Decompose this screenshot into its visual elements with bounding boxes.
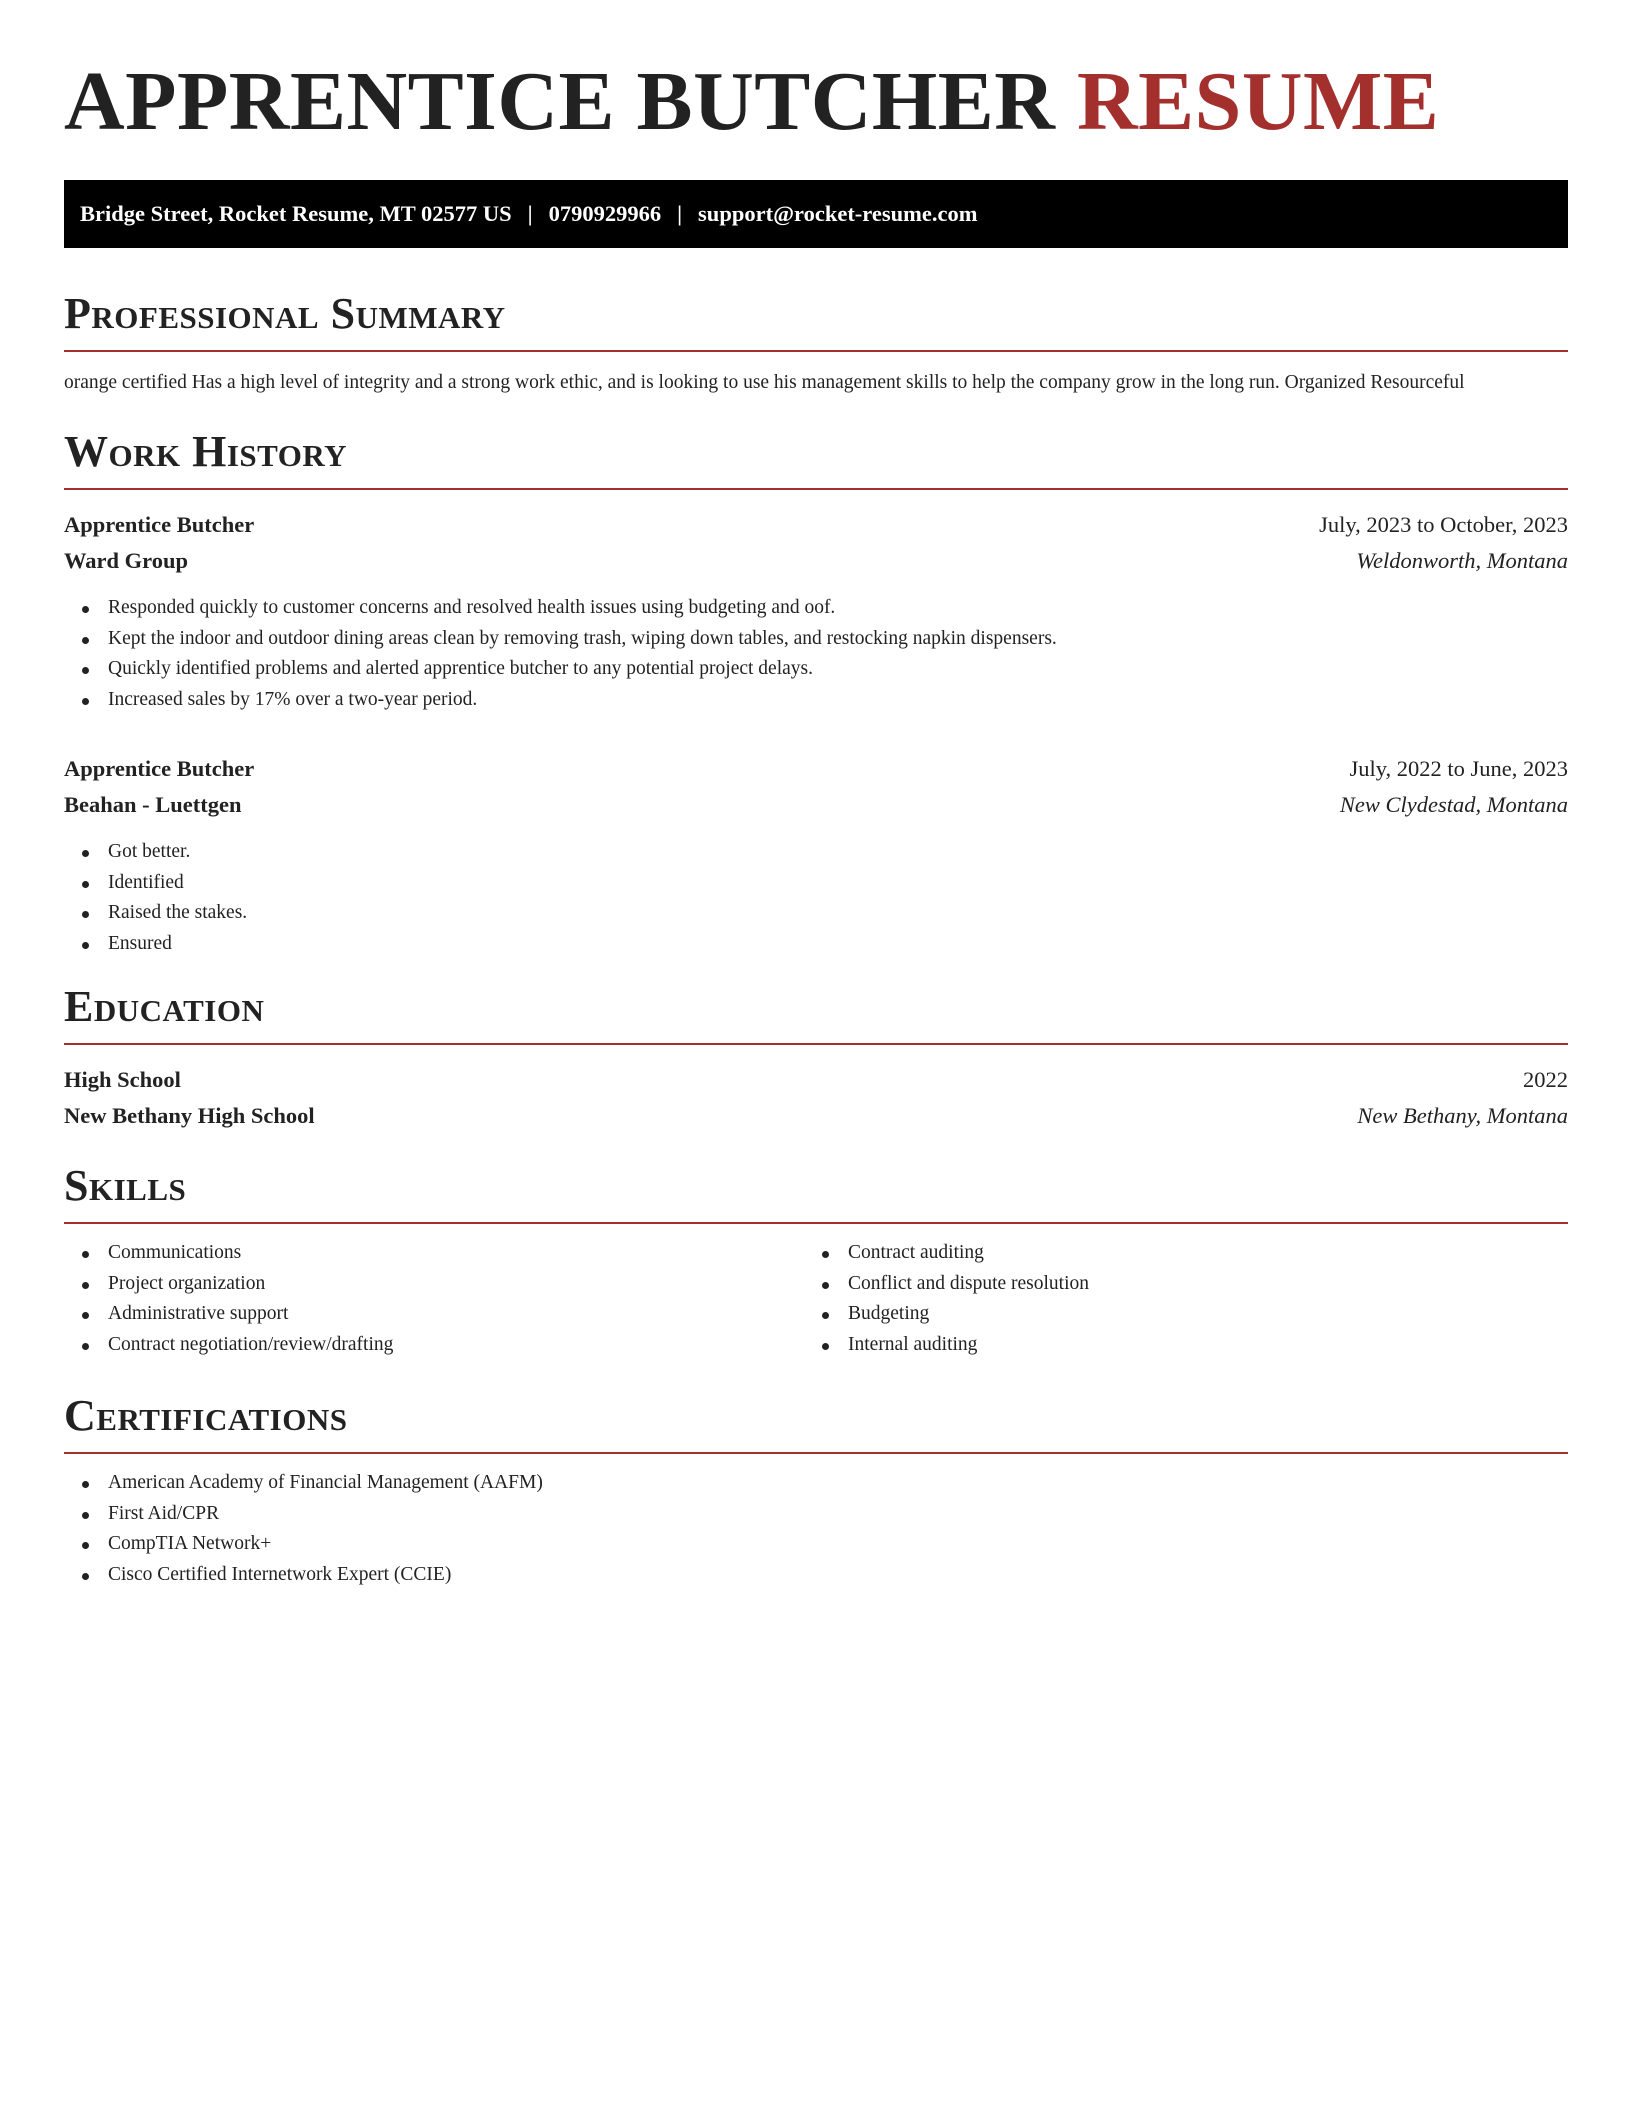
list-item: Ensured <box>108 929 1568 960</box>
education-school: New Bethany High School <box>64 1103 315 1128</box>
education-school-row <box>64 1098 1568 1134</box>
list-item: Conflict and dispute resolution <box>848 1269 1544 1300</box>
list-item: Communications <box>108 1238 804 1269</box>
skills-column-left <box>64 1238 804 1360</box>
job-dates: July, 2022 to June, 2023 <box>1349 756 1568 781</box>
list-item: Contract auditing <box>848 1238 1544 1269</box>
skills-list <box>64 1224 1568 1360</box>
resume-title <box>64 0 1568 152</box>
contact-separator: | <box>677 201 683 226</box>
list-item: Administrative support <box>108 1299 804 1330</box>
job-company-row <box>64 543 1568 579</box>
job-bullets <box>64 837 1568 959</box>
list-item: Internal auditing <box>848 1330 1544 1361</box>
list-item: Responded quickly to customer concerns and resolved health issues using budgeting and oof. <box>108 593 1568 624</box>
contact-separator: | <box>527 201 533 226</box>
job-location: Weldonworth, Montana <box>1356 548 1568 573</box>
education-heading: Education <box>64 981 1568 1045</box>
list-item: Quickly identified problems and alerted apprentice butcher to any potential project delays. <box>108 654 1568 685</box>
job-company: Beahan - Luettgen <box>64 792 242 817</box>
list-item: Project organization <box>108 1269 804 1300</box>
job-dates: July, 2023 to October, 2023 <box>1319 512 1568 537</box>
certifications-heading: Certifications <box>64 1390 1568 1454</box>
title-main: APPRENTICE BUTCHER <box>64 55 1056 148</box>
job-company: Ward Group <box>64 548 188 573</box>
job-location: New Clydestad, Montana <box>1339 792 1568 817</box>
job-bullets <box>64 593 1568 715</box>
contact-phone: 0790929966 <box>548 201 662 226</box>
job-title-row <box>64 751 1568 787</box>
contact-bar <box>64 180 1568 248</box>
work-history-heading: Work History <box>64 426 1568 490</box>
education-location: New Bethany, Montana <box>1357 1103 1568 1128</box>
list-item: Kept the indoor and outdoor dining areas clean by removing trash, wiping down tables, and restocking napkin dispensers. <box>108 624 1568 655</box>
job-entry <box>64 751 1568 959</box>
skills-column-right <box>804 1238 1544 1360</box>
job-entry <box>64 507 1568 715</box>
summary-text: orange certified Has a high level of integrity and a strong work ethic, and is looking to use his management skills to help the company grow in the long run. Organized Resourceful <box>64 372 1465 393</box>
certifications-list <box>64 1468 1568 1590</box>
title-accent: RESUME <box>1076 55 1440 148</box>
job-company-row <box>64 787 1568 823</box>
list-item: Identified <box>108 868 1568 899</box>
contact-address: Bridge Street, Rocket Resume, MT 02577 US <box>80 201 512 226</box>
skills-heading: Skills <box>64 1160 1568 1224</box>
job-title: Apprentice Butcher <box>64 512 255 537</box>
list-item: Raised the stakes. <box>108 898 1568 929</box>
list-item: Contract negotiation/review/drafting <box>108 1330 804 1361</box>
list-item: Budgeting <box>848 1299 1544 1330</box>
education-entry <box>64 1062 1568 1134</box>
job-title: Apprentice Butcher <box>64 756 255 781</box>
list-item: Got better. <box>108 837 1568 868</box>
list-item: Increased sales by 17% over a two-year period. <box>108 685 1568 716</box>
education-year: 2022 <box>1523 1067 1568 1092</box>
contact-email[interactable]: support@rocket-resume.com <box>698 201 978 226</box>
list-item: CompTIA Network+ <box>108 1529 1568 1560</box>
list-item: American Academy of Financial Management (AAFM) <box>108 1468 1568 1499</box>
education-degree-row <box>64 1062 1568 1098</box>
list-item: Cisco Certified Internetwork Expert (CCIE) <box>108 1560 1568 1591</box>
summary-heading: Professional Summary <box>64 288 1568 352</box>
education-degree: High School <box>64 1067 181 1092</box>
job-title-row <box>64 507 1568 543</box>
list-item: First Aid/CPR <box>108 1499 1568 1530</box>
